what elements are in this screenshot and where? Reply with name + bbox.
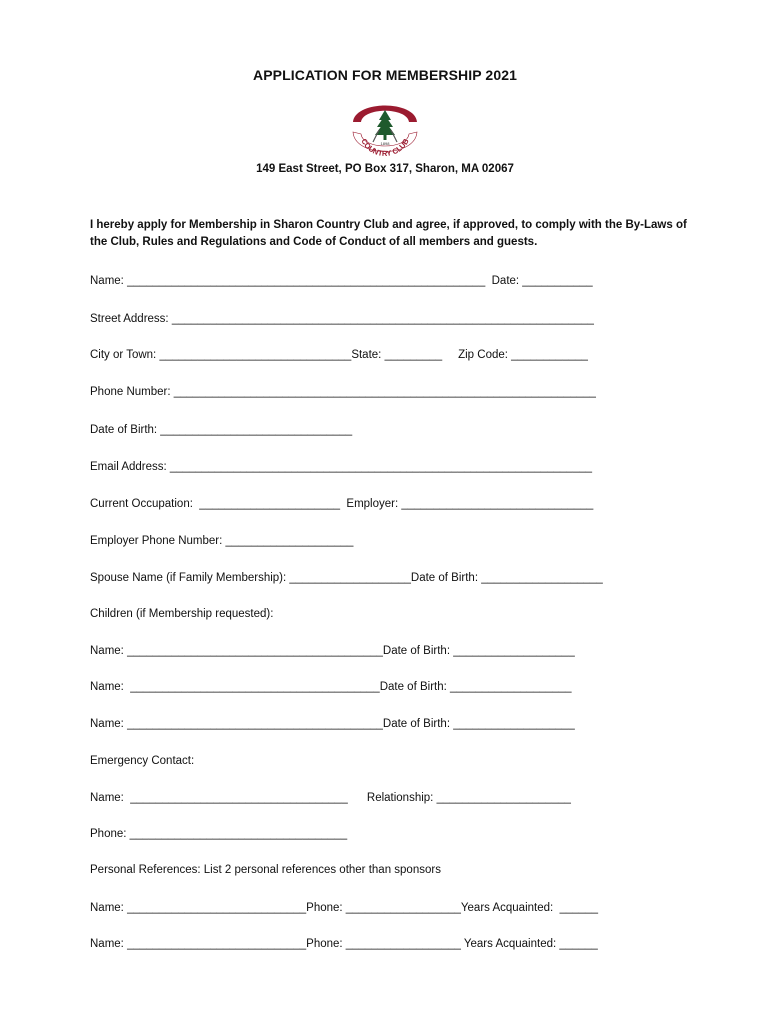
child-2-field[interactable]: Name: _______________________________________Date of Birth: ___________________: [90, 681, 572, 693]
city-state-zip-field[interactable]: City or Town: ______________________________State: _________ Zip Code: ____________: [90, 349, 588, 361]
intro-statement: I hereby apply for Membership in Sharon Country Club and agree, if approved, to comply with the By-Laws of the Club, Rules and Regulations and Code of Conduct of all members and guests.: [90, 219, 687, 248]
emergency-contact-header: Emergency Contact:: [90, 755, 195, 767]
reference-2-field[interactable]: Name: ____________________________Phone: __________________ Years Acquainted: ______: [90, 938, 598, 950]
child-1-field[interactable]: Name: ________________________________________Date of Birth: ___________________: [90, 645, 575, 657]
emergency-name-field[interactable]: Name: __________________________________ Relationship: _____________________: [90, 792, 571, 804]
name-date-field[interactable]: Name: ________________________________________________________ Date: ___________: [90, 275, 593, 287]
date-of-birth-field[interactable]: Date of Birth: ______________________________: [90, 424, 353, 436]
logo-text-top: SHARON: [359, 90, 411, 109]
club-logo: [349, 90, 421, 162]
phone-number-field[interactable]: Phone Number: __________________________________________________________________: [90, 386, 596, 398]
email-address-field[interactable]: Email Address: __________________________________________________________________: [90, 461, 593, 473]
children-header: Children (if Membership requested):: [90, 608, 274, 620]
page-title: APPLICATION FOR MEMBERSHIP 2021: [253, 67, 517, 83]
occupation-employer-field[interactable]: Current Occupation: ______________________ Employer: ______________________________: [90, 498, 594, 510]
golf-club-left-icon: [373, 130, 379, 142]
reference-1-field[interactable]: Name: ____________________________Phone: __________________Years Acquainted: ______: [90, 902, 598, 914]
club-address: 149 East Street, PO Box 317, Sharon, MA 02067: [256, 163, 514, 175]
logo-year: 1898: [380, 141, 390, 146]
logo-text-bottom: COUNTRY CLUB: [359, 137, 411, 159]
street-address-field[interactable]: Street Address: __________________________________________________________________: [90, 313, 594, 325]
spouse-field[interactable]: Spouse Name (if Family Membership): ___________________Date of Birth: ___________________: [90, 572, 603, 584]
golf-club-right-icon: [391, 130, 397, 142]
tree-icon: [375, 110, 395, 140]
employer-phone-field[interactable]: Employer Phone Number: ____________________: [90, 535, 354, 547]
references-header: Personal References: List 2 personal references other than sponsors: [90, 864, 441, 876]
child-3-field[interactable]: Name: ________________________________________Date of Birth: ___________________: [90, 718, 575, 730]
emergency-phone-field[interactable]: Phone: __________________________________: [90, 828, 348, 840]
